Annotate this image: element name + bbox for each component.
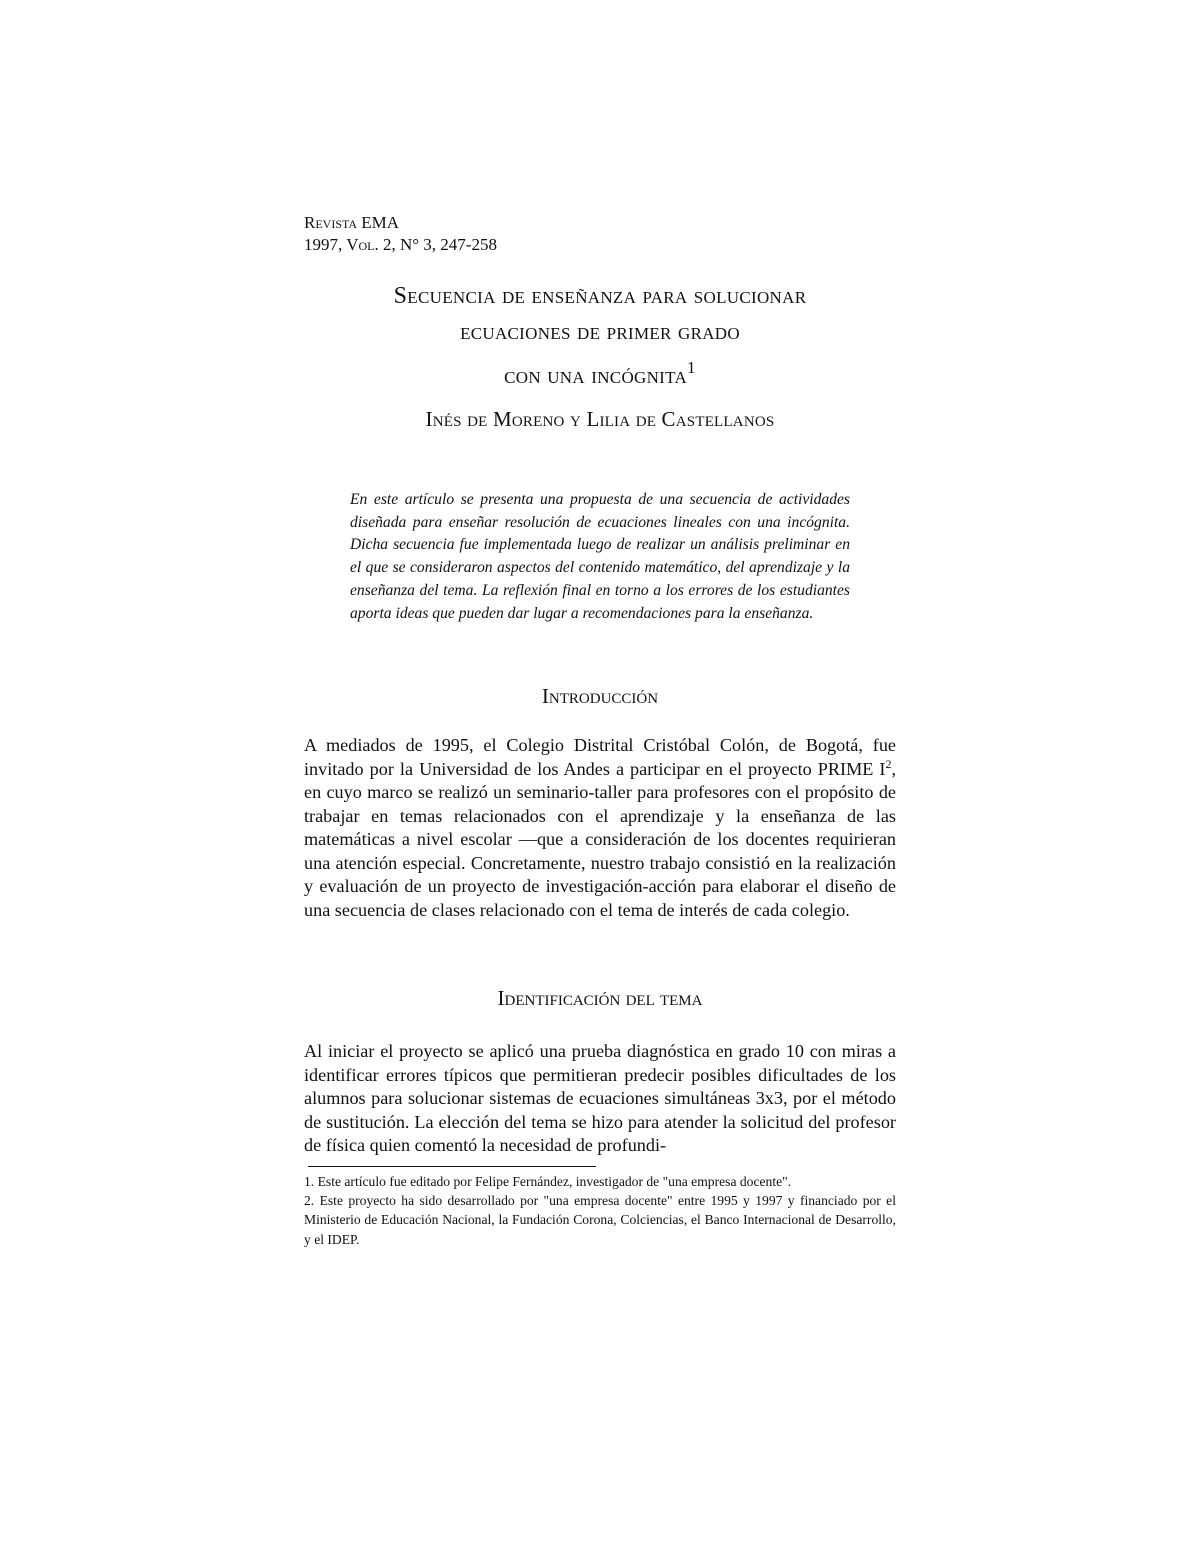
section-heading-introduction: Introducción <box>541 684 659 708</box>
title-footnote-mark: 1 <box>687 358 696 377</box>
authors: Inés de Moreno y Lilia de Castellanos <box>425 407 775 431</box>
journal-name: Revista EMA <box>304 213 400 232</box>
title-line-3-text: con una incógnita <box>504 363 688 389</box>
footnotes <box>304 1172 896 1249</box>
intro-text-part-1: A mediados de 1995, el Colegio Distrital Cristóbal Colón, de Bogotá, fue invitado por la Universidad de los Andes a participar en el proyecto PRIME I <box>304 735 896 779</box>
introduction-paragraph <box>304 734 896 922</box>
footnote-1: 1. Este artículo fue editado por Felipe Fernández, investigador de "una empresa docente". <box>304 1174 792 1189</box>
intro-text-part-2: , en cuyo marco se realizó un seminario-taller para profesores con el propósito de trabajar en temas relacionados con el aprendizaje y la enseñanza de las matemáticas a nivel escolar —que a consideración de los docentes requirieran una atención especial. Concretamente, nuestro trabajo consistió en la realización y evaluación de un proyecto de investigación-acción para elaborar el diseño de una secuencia de clases relacionado con el tema de interés de cada colegio. <box>304 758 896 920</box>
journal-citation: 1997, Vol. 2, N° 3, 247-258 <box>304 235 497 254</box>
footnote-2: 2. Este proyecto ha sido desarrollado por "una empresa docente" entre 1995 y 1997 y financiado por el Ministerio de Educación Nacional, la Fundación Corona, Colciencias, el Banco Internacional de Desarrollo, y el IDEP. <box>304 1193 896 1247</box>
intro-footnote-mark: 2 <box>885 756 892 771</box>
identification-paragraph: Al iniciar el proyecto se aplicó una prueba diagnóstica en grado 10 con miras a identificar errores típicos que permitieran predecir posibles dificultades de los alumnos para solucionar sistemas de ecuaciones simultáneas 3x3, por el método de sustitución. La elección del tema se hizo para atender la solicitud del profesor de física quien comentó la necesidad de profundi- <box>304 1041 896 1155</box>
section-heading-identification: Identificación del tema <box>497 986 703 1010</box>
title-line-3 <box>304 350 896 394</box>
abstract: En este artículo se presenta una propuesta de una secuencia de actividades diseñada para enseñar resolución de ecuaciones lineales con una incógnita. Dicha secuencia fue implementada luego de realizar un análisis preliminar en el que se consideraron aspectos del contenido matemático, del aprendizaje y la enseñanza del tema. La reflexión final en torno a los errores de los estudiantes aporta ideas que pueden dar lugar a recomendaciones para la enseñanza. <box>350 491 850 622</box>
paper-title <box>304 278 896 394</box>
journal-header <box>304 212 497 256</box>
title-line-2: ecuaciones de primer grado <box>460 319 740 345</box>
title-line-1: Secuencia de enseñanza para solucionar <box>393 283 807 309</box>
footnote-divider <box>308 1166 596 1167</box>
